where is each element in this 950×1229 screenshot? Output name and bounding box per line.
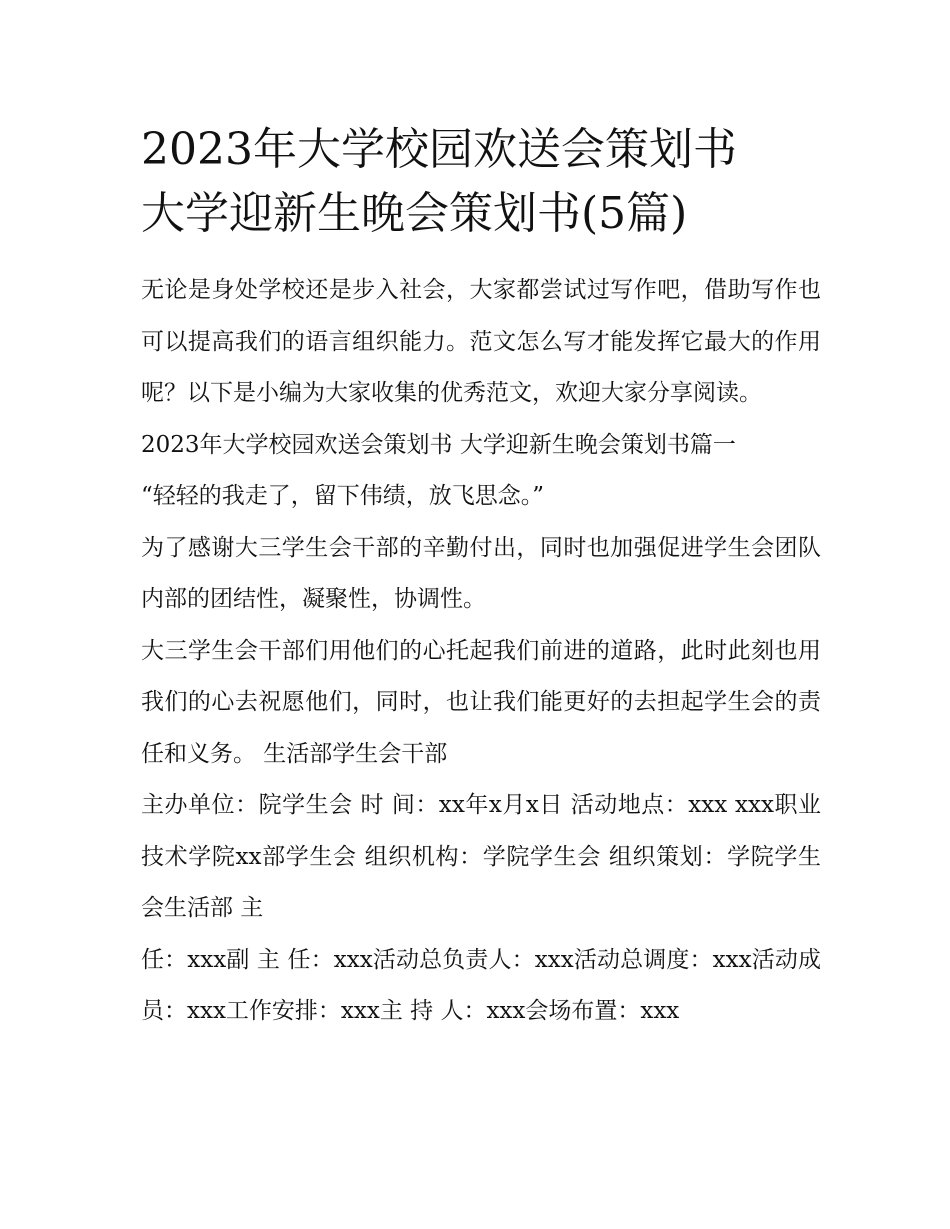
document-title	[141, 118, 821, 246]
document-body	[141, 265, 821, 1038]
theme-paragraph: 大三学生会干部们用他们的心托起我们前进的道路，此时此刻也用我们的心去祝愿他们，同时，也让我们能更好的去担起学生会的责任和义务。 生活部学生会干部	[141, 637, 821, 767]
document-page	[141, 118, 821, 1038]
organizer-paragraph: 主办单位：院学生会 时 间：xx年x月x日 活动地点：xxx xxx职业技术学院xx部学生会 组织机构：学院学生会 组织策划：学院学生会生活部 主	[141, 792, 821, 921]
purpose-paragraph: 为了感谢大三学生会干部的辛勤付出，同时也加强促进学生会团队内部的团结性，凝聚性，协调性。	[141, 534, 821, 612]
title-line-2: 大学迎新生晚会策划书(5篇)	[141, 188, 688, 239]
title-line-1: 2023年大学校园欢送会策划书	[141, 124, 737, 175]
staff-paragraph: 任：xxx副 主 任：xxx活动总负责人：xxx活动总调度：xxx活动成员：xxx工作安排：xxx主 持 人：xxx会场布置：xxx	[141, 946, 821, 1024]
intro-paragraph: 无论是身处学校还是步入社会，大家都尝试过写作吧，借助写作也可以提高我们的语言组织能力。范文怎么写才能发挥它最大的作用呢？以下是小编为大家收集的优秀范文，欢迎大家分享阅读。	[141, 277, 821, 406]
quote-paragraph: “轻轻的我走了，留下伟绩，放飞思念。”	[141, 483, 545, 509]
section-heading: 2023年大学校园欢送会策划书 大学迎新生晚会策划书篇一	[141, 431, 736, 458]
